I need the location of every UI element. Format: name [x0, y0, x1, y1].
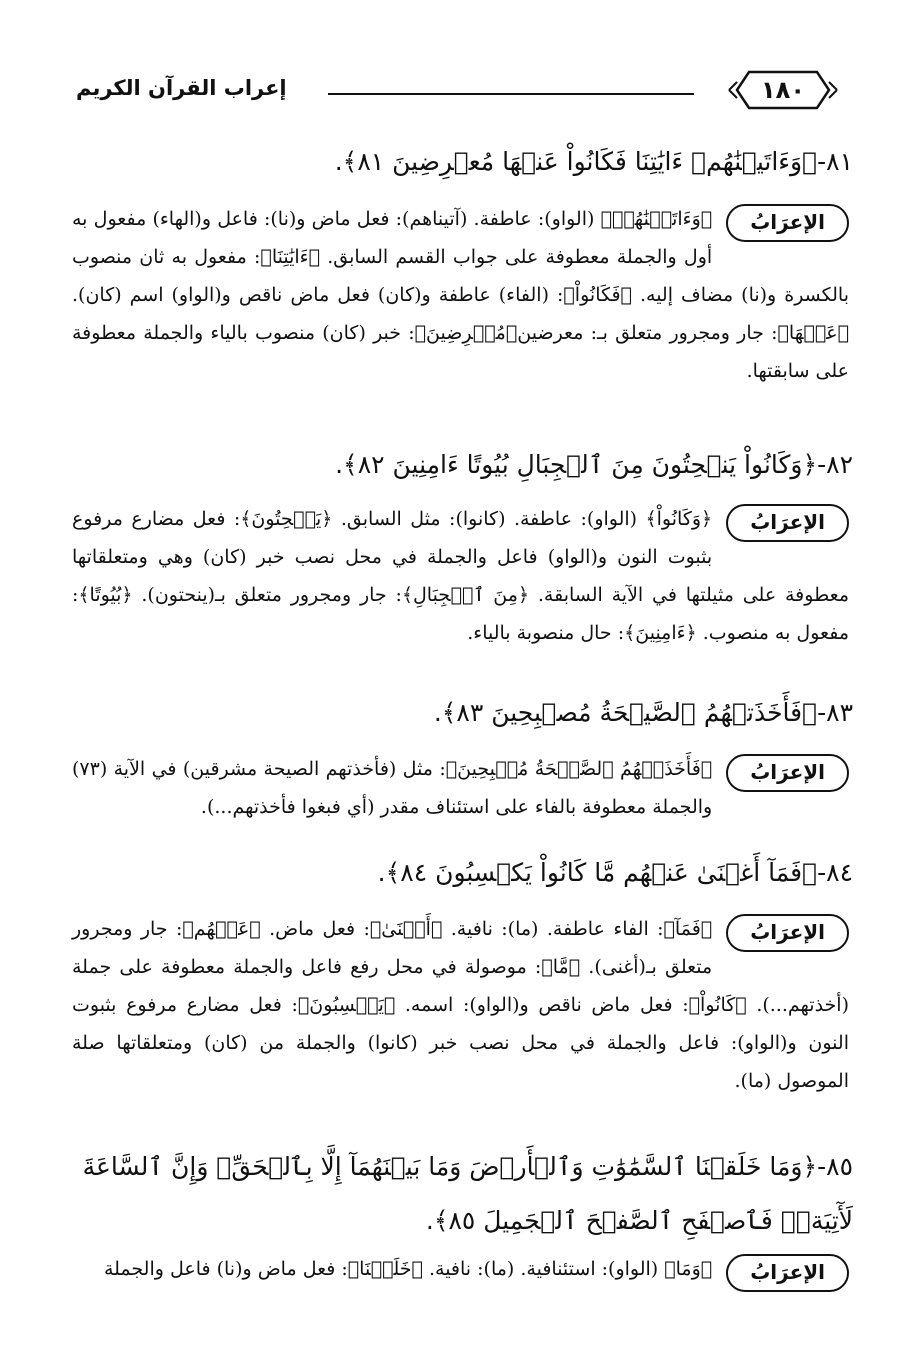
page-number-frame	[727, 68, 839, 112]
irab-label: الإعرَابُ	[726, 504, 849, 542]
irab-84	[72, 910, 849, 1100]
verse-81: ٨١-﴿وَءَاتَيۡنَٰهُمۡ ءَايَٰتِنَا فَكَانُواْ عَنۡهَا مُعۡرِضِينَ ٨١﴾.	[334, 147, 853, 176]
irab-text: ﴿فَمَآ﴾: الفاء عاطفة. (ما): نافية. ﴿أَغۡنَىٰ﴾: فعل ماض. ﴿عَنۡهُم﴾: جار ومجرور متعلق بـ(أغنى). ﴿مَّا﴾: موصولة في محل رفع فاعل والجملة معطوفة على جملة (أخذتهم...). ﴿كَانُواْ﴾: فعل ماض ناقص و(الواو): اسمه. ﴿يَكۡسِبُونَ﴾: فعل مضارع مرفوع بثبوت النون و(الواو): فاعل والجملة في محل نصب خبر (كانوا) والجملة من (كان) ومتعلقاتها صلة الموصول (ما).	[72, 918, 849, 1092]
irab-text: ﴿فَأَخَذَتۡهُمُ ٱلصَّيۡحَةُ مُصۡبِحِينَ﴾: مثل (فأخذتهم الصيحة مشرقين) في الآية (٧٣) والجملة معطوفة بالفاء على استئناف مقدر (أي فبغوا فأخذتهم...).	[72, 758, 713, 818]
irab-label: الإعرَابُ	[726, 1254, 849, 1292]
header-rule	[328, 93, 694, 95]
book-title: إعراب القرآن الكريم	[76, 76, 287, 100]
page-number: ١٨٠	[761, 76, 805, 104]
page-header	[40, 60, 877, 120]
irab-text: ﴿وَكَانُواْ﴾ (الواو): عاطفة. (كانوا): مثل السابق. ﴿يَنۡحِتُونَ﴾: فعل مضارع مرفوع بثبوت النون و(الواو) فاعل والجملة في محل نصب خبر (كان) وهي ومتعلقاتها معطوفة على مثيلتها في الآية السابقة. ﴿مِنَ ٱلۡجِبَالِ﴾: جار ومجرور متعلق بـ(ينحتون). ﴿بُيُوتًا﴾: مفعول به منصوب. ﴿ءَامِنِينَ﴾: حال منصوبة بالياء.	[72, 508, 849, 644]
irab-label: الإعرَابُ	[726, 754, 849, 792]
irab-82	[72, 500, 849, 652]
irab-83	[72, 750, 849, 826]
verse-85: ٨٥-﴿وَمَا خَلَقۡنَا ٱلسَّمَٰوَٰتِ وَٱلۡأَرۡضَ وَمَا بَيۡنَهُمَآ إِلَّا بِٱلۡحَقِّۗ وَإِنَّ ٱلسَّاعَةَ لَأٓتِيَةٞۖ فَٱصۡفَحِ ٱلصَّفۡحَ ٱلۡجَمِيلَ ٨٥﴾.	[82, 1152, 853, 1235]
verse-84: ٨٤-﴿فَمَآ أَغۡنَىٰ عَنۡهُم مَّا كَانُواْ يَكۡسِبُونَ ٨٤﴾.	[377, 858, 853, 887]
irab-text: ﴿وَمَا﴾ (الواو): استئنافية. (ما): نافية. ﴿خَلَقۡنَا﴾: فعل ماض و(نا) فاعل والجملة	[103, 1258, 713, 1280]
irab-81	[72, 200, 849, 390]
verse-82: ٨٢-﴿وَكَانُواْ يَنۡحِتُونَ مِنَ ٱلۡجِبَالِ بُيُوتًا ءَامِنِينَ ٨٢﴾.	[335, 450, 853, 479]
irab-label: الإعرَابُ	[726, 914, 849, 952]
irab-label: الإعرَابُ	[726, 204, 849, 242]
verse-83: ٨٣-﴿فَأَخَذَتۡهُمُ ٱلصَّيۡحَةُ مُصۡبِحِينَ ٨٣﴾.	[433, 698, 853, 727]
irab-85	[72, 1250, 849, 1292]
irab-text: ﴿وَءَاتَيۡنَٰهُمۡ﴾ (الواو): عاطفة. (آتيناهم): فعل ماض و(نا): فاعل و(الهاء) مفعول به أول والجملة معطوفة على جواب القسم السابق. ﴿ءَايَٰتِنَا﴾: مفعول به ثان منصوب بالكسرة و(نا) مضاف إليه. ﴿فَكَانُواْ﴾: (الفاء) عاطفة و(كان) فعل ماض ناقص و(الواو) اسم (كان). ﴿عَنۡهَا﴾: جار ومجرور متعلق بـ: معرضين﴿مُعۡرِضِينَ﴾: خبر (كان) منصوب بالياء والجملة معطوفة على سابقتها.	[72, 208, 849, 382]
